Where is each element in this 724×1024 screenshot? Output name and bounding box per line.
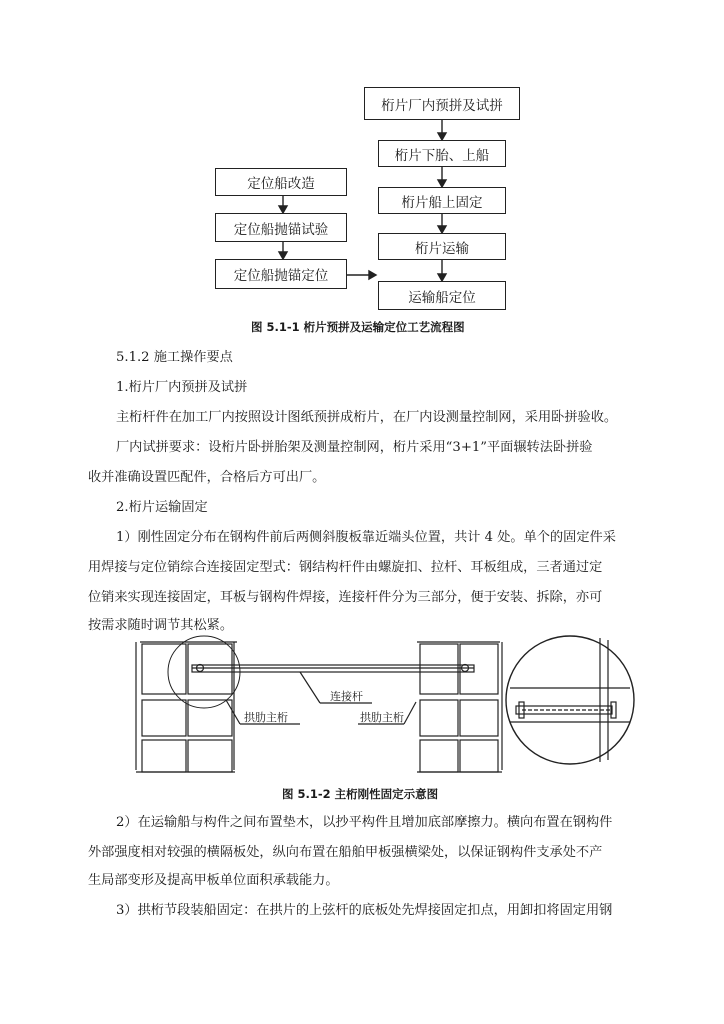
item1-heading: 1.桁片厂内预拼及试拼 — [116, 380, 248, 395]
flow-step-transport: 桁片运输 — [378, 233, 506, 260]
flow-step-prefab: 桁片厂内预拼及试拼 — [364, 87, 520, 120]
para3-line3: 位销来实现连接固定，耳板与钢构件焊接，连接杆件分为三部分，便于安装、拆除，亦可 — [88, 590, 603, 605]
para3-line2: 用焊接与定位销综合连接固定型式：钢结构杆件由螺旋扣、拉杆、耳板组成，三者通过定 — [88, 560, 603, 575]
flow-step-fix-on-ship: 桁片船上固定 — [378, 187, 506, 214]
para3-line1: 1）刚性固定分布在钢构件前后两侧斜腹板靠近端头位置，共计 4 处。单个的固定件采 — [116, 530, 616, 545]
flowchart-arrows — [0, 0, 724, 320]
section-heading: 5.1.2 施工操作要点 — [116, 350, 233, 365]
para2-line1: 厂内试拼要求：设桁片卧拼胎架及测量控制网，桁片采用“3+1”平面辗转法卧拼验 — [116, 440, 593, 455]
flow-step-anchor-test: 定位船抛锚试验 — [215, 213, 347, 242]
flow-step-anchor-position: 定位船抛锚定位 — [215, 259, 347, 289]
para2-line2: 收并准确设置匹配件，合格后方可出厂。 — [88, 470, 326, 485]
flow-step-unload: 桁片下胎、上船 — [378, 140, 506, 167]
para5-line1: 3）拱桁节段装船固定：在拱片的上弦杆的底板处先焊接固定扣点，用卸扣将固定用钢 — [116, 903, 613, 918]
para4-line2: 外部强度相对较强的横隔板处，纵向布置在船舶甲板强横梁处，以保证钢构件支承处不产 — [88, 845, 603, 860]
para3-line4: 按需求随时调节其松紧。 — [88, 618, 234, 633]
label-right-chord: 拱肋主桁 — [360, 711, 404, 724]
label-connector-rod: 连接杆 — [330, 690, 363, 703]
figure1-caption: 图 5.1-1 桁片预拼及运输定位工艺流程图 — [251, 320, 465, 334]
figure2-diagram — [0, 630, 724, 780]
para1-line1: 主桁杆件在加工厂内按照设计图纸预拼成桁片，在厂内设测量控制网，采用卧拼验收。 — [116, 410, 618, 425]
para4-line3: 生局部变形及提高甲板单位面积承载能力。 — [88, 873, 339, 888]
figure2-caption: 图 5.1-2 主桁刚性固定示意图 — [282, 787, 439, 801]
item2-heading: 2.桁片运输固定 — [116, 500, 208, 515]
para4-line1: 2）在运输船与构件之间布置垫木，以抄平构件且增加底部摩擦力。横向布置在钢构件 — [116, 815, 613, 830]
flow-step-ship-positioning: 运输船定位 — [378, 281, 506, 310]
flow-step-ship-modify: 定位船改造 — [215, 168, 347, 196]
label-left-chord: 拱肋主桁 — [244, 711, 288, 724]
